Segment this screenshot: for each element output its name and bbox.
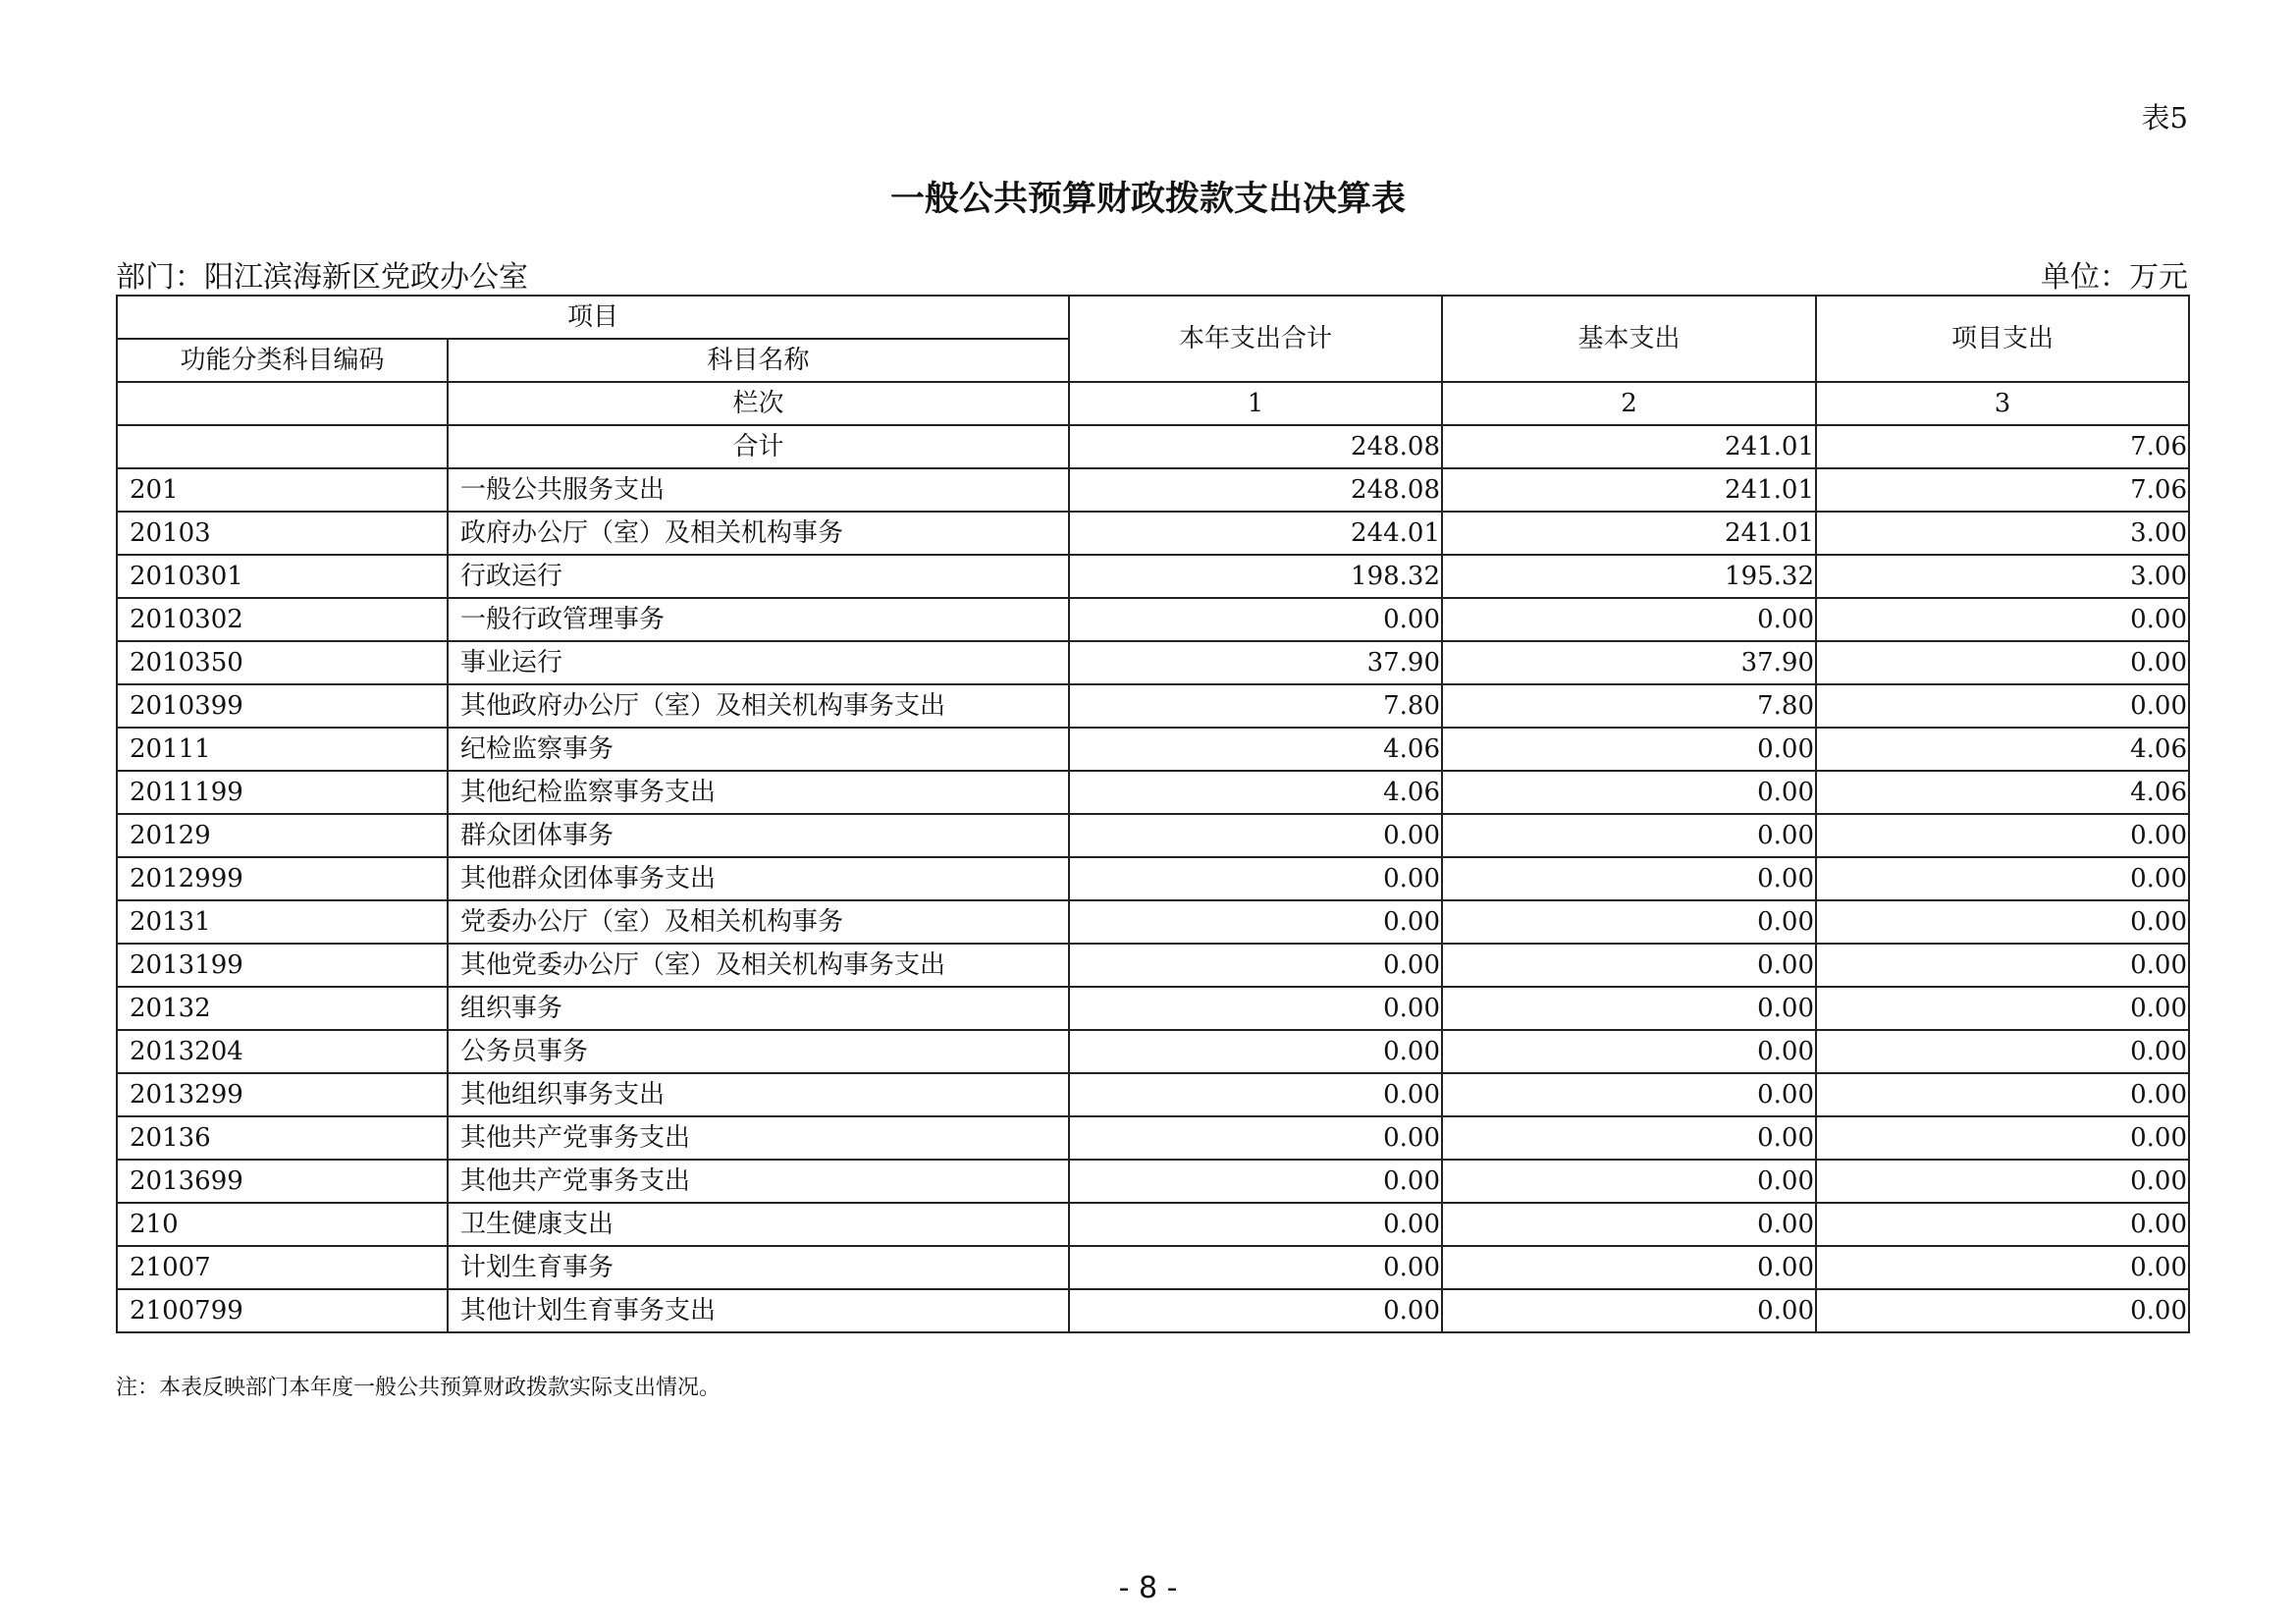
cell-total: 198.32 bbox=[1069, 555, 1442, 598]
cell-code: 2011199 bbox=[117, 771, 448, 814]
header-item: 项目 bbox=[117, 296, 1069, 339]
table-row bbox=[117, 512, 2189, 555]
cell-code: 2013299 bbox=[117, 1073, 448, 1116]
empty-cell bbox=[117, 382, 448, 425]
table-row bbox=[117, 857, 2189, 900]
cell-basic: 0.00 bbox=[1442, 1246, 1816, 1289]
table-row bbox=[117, 944, 2189, 987]
unit-label: 单位：万元 bbox=[2041, 260, 2188, 295]
cell-project: 0.00 bbox=[1816, 987, 2189, 1030]
cell-total: 0.00 bbox=[1069, 1030, 1442, 1073]
table-row bbox=[117, 1116, 2189, 1160]
expenditure-table bbox=[116, 295, 2190, 1333]
cell-name: 计划生育事务 bbox=[448, 1246, 1069, 1289]
cell-project: 3.00 bbox=[1816, 512, 2189, 555]
cell-code: 20131 bbox=[117, 900, 448, 944]
cell-code: 20111 bbox=[117, 728, 448, 771]
table-row bbox=[117, 1030, 2189, 1073]
table-row bbox=[117, 1073, 2189, 1116]
cell-total: 0.00 bbox=[1069, 1203, 1442, 1246]
cell-basic: 0.00 bbox=[1442, 900, 1816, 944]
cell-name: 一般公共服务支出 bbox=[448, 468, 1069, 512]
cell-total: 0.00 bbox=[1069, 1246, 1442, 1289]
cell-total: 7.80 bbox=[1069, 684, 1442, 728]
cell-code: 2013204 bbox=[117, 1030, 448, 1073]
cell-code: 2013199 bbox=[117, 944, 448, 987]
cell-project: 4.06 bbox=[1816, 771, 2189, 814]
page-number: - 8 - bbox=[1118, 1571, 1178, 1605]
table-row bbox=[117, 425, 2189, 468]
cell-project: 0.00 bbox=[1816, 944, 2189, 987]
table-row bbox=[117, 598, 2189, 641]
cell-basic: 0.00 bbox=[1442, 944, 1816, 987]
table-row bbox=[117, 468, 2189, 512]
department-label: 部门：阳江滨海新区党政办公室 bbox=[116, 260, 528, 295]
cell-total: 0.00 bbox=[1069, 1116, 1442, 1160]
cell-basic: 7.80 bbox=[1442, 684, 1816, 728]
header-basic: 基本支出 bbox=[1442, 296, 1816, 382]
header-project: 项目支出 bbox=[1816, 296, 2189, 382]
table-row bbox=[117, 1203, 2189, 1246]
table-row bbox=[117, 684, 2189, 728]
cell-code: 2013699 bbox=[117, 1160, 448, 1203]
cell-total: 0.00 bbox=[1069, 1073, 1442, 1116]
cell-name: 党委办公厅（室）及相关机构事务 bbox=[448, 900, 1069, 944]
cell-basic: 0.00 bbox=[1442, 1073, 1816, 1116]
column-index-row bbox=[117, 382, 2189, 425]
cell-total: 0.00 bbox=[1069, 857, 1442, 900]
cell-basic: 0.00 bbox=[1442, 771, 1816, 814]
cell-project: 7.06 bbox=[1816, 468, 2189, 512]
cell-name: 群众团体事务 bbox=[448, 814, 1069, 857]
cell-basic: 37.90 bbox=[1442, 641, 1816, 684]
cell-name: 合计 bbox=[448, 425, 1069, 468]
cell-project: 0.00 bbox=[1816, 1073, 2189, 1116]
table-row bbox=[117, 555, 2189, 598]
table-row bbox=[117, 1160, 2189, 1203]
cell-project: 0.00 bbox=[1816, 684, 2189, 728]
cell-total: 248.08 bbox=[1069, 468, 1442, 512]
cell-name: 其他计划生育事务支出 bbox=[448, 1289, 1069, 1332]
column-index-1: 1 bbox=[1069, 382, 1442, 425]
cell-code: 20103 bbox=[117, 512, 448, 555]
table-row bbox=[117, 771, 2189, 814]
cell-total: 248.08 bbox=[1069, 425, 1442, 468]
table-row bbox=[117, 1289, 2189, 1332]
cell-total: 0.00 bbox=[1069, 814, 1442, 857]
table-row bbox=[117, 1246, 2189, 1289]
cell-project: 0.00 bbox=[1816, 1203, 2189, 1246]
cell-project: 7.06 bbox=[1816, 425, 2189, 468]
cell-name: 其他共产党事务支出 bbox=[448, 1116, 1069, 1160]
cell-code bbox=[117, 425, 448, 468]
cell-project: 0.00 bbox=[1816, 1289, 2189, 1332]
cell-project: 3.00 bbox=[1816, 555, 2189, 598]
page-title: 一般公共预算财政拨款支出决算表 bbox=[889, 180, 1406, 219]
cell-total: 37.90 bbox=[1069, 641, 1442, 684]
cell-project: 0.00 bbox=[1816, 814, 2189, 857]
cell-code: 2010301 bbox=[117, 555, 448, 598]
cell-total: 0.00 bbox=[1069, 987, 1442, 1030]
cell-total: 0.00 bbox=[1069, 900, 1442, 944]
column-index-label: 栏次 bbox=[448, 382, 1069, 425]
cell-basic: 241.01 bbox=[1442, 425, 1816, 468]
cell-total: 4.06 bbox=[1069, 771, 1442, 814]
cell-code: 21007 bbox=[117, 1246, 448, 1289]
cell-total: 0.00 bbox=[1069, 1160, 1442, 1203]
cell-total: 4.06 bbox=[1069, 728, 1442, 771]
cell-total: 0.00 bbox=[1069, 1289, 1442, 1332]
cell-project: 0.00 bbox=[1816, 1160, 2189, 1203]
cell-name: 政府办公厅（室）及相关机构事务 bbox=[448, 512, 1069, 555]
cell-total: 244.01 bbox=[1069, 512, 1442, 555]
cell-basic: 0.00 bbox=[1442, 1160, 1816, 1203]
cell-basic: 195.32 bbox=[1442, 555, 1816, 598]
cell-project: 0.00 bbox=[1816, 1030, 2189, 1073]
table-row bbox=[117, 814, 2189, 857]
cell-basic: 0.00 bbox=[1442, 598, 1816, 641]
cell-code: 2100799 bbox=[117, 1289, 448, 1332]
column-index-2: 2 bbox=[1442, 382, 1816, 425]
table-row bbox=[117, 728, 2189, 771]
cell-basic: 0.00 bbox=[1442, 728, 1816, 771]
cell-name: 一般行政管理事务 bbox=[448, 598, 1069, 641]
footnote: 注：本表反映部门本年度一般公共预算财政拨款实际支出情况。 bbox=[116, 1376, 721, 1400]
cell-name: 公务员事务 bbox=[448, 1030, 1069, 1073]
cell-basic: 0.00 bbox=[1442, 814, 1816, 857]
table-row bbox=[117, 900, 2189, 944]
cell-name: 其他共产党事务支出 bbox=[448, 1160, 1069, 1203]
cell-total: 0.00 bbox=[1069, 944, 1442, 987]
cell-name: 行政运行 bbox=[448, 555, 1069, 598]
table-row bbox=[117, 641, 2189, 684]
cell-basic: 0.00 bbox=[1442, 1116, 1816, 1160]
cell-code: 2012999 bbox=[117, 857, 448, 900]
cell-code: 2010350 bbox=[117, 641, 448, 684]
cell-name: 卫生健康支出 bbox=[448, 1203, 1069, 1246]
cell-code: 20132 bbox=[117, 987, 448, 1030]
cell-basic: 241.01 bbox=[1442, 512, 1816, 555]
cell-name: 其他纪检监察事务支出 bbox=[448, 771, 1069, 814]
table-row bbox=[117, 987, 2189, 1030]
cell-basic: 241.01 bbox=[1442, 468, 1816, 512]
cell-name: 其他群众团体事务支出 bbox=[448, 857, 1069, 900]
cell-total: 0.00 bbox=[1069, 598, 1442, 641]
cell-basic: 0.00 bbox=[1442, 1289, 1816, 1332]
header-row bbox=[117, 296, 2189, 339]
cell-project: 0.00 bbox=[1816, 857, 2189, 900]
cell-basic: 0.00 bbox=[1442, 1203, 1816, 1246]
cell-project: 0.00 bbox=[1816, 641, 2189, 684]
header-total: 本年支出合计 bbox=[1069, 296, 1442, 382]
cell-name: 其他政府办公厅（室）及相关机构事务支出 bbox=[448, 684, 1069, 728]
cell-code: 2010302 bbox=[117, 598, 448, 641]
cell-name: 其他党委办公厅（室）及相关机构事务支出 bbox=[448, 944, 1069, 987]
cell-name: 事业运行 bbox=[448, 641, 1069, 684]
cell-name: 组织事务 bbox=[448, 987, 1069, 1030]
table-number: 表5 bbox=[2141, 101, 2188, 135]
column-index-3: 3 bbox=[1816, 382, 2189, 425]
cell-name: 纪检监察事务 bbox=[448, 728, 1069, 771]
cell-project: 0.00 bbox=[1816, 1246, 2189, 1289]
header-name: 科目名称 bbox=[448, 339, 1069, 382]
cell-basic: 0.00 bbox=[1442, 857, 1816, 900]
cell-project: 0.00 bbox=[1816, 900, 2189, 944]
cell-code: 2010399 bbox=[117, 684, 448, 728]
cell-code: 210 bbox=[117, 1203, 448, 1246]
cell-code: 20136 bbox=[117, 1116, 448, 1160]
cell-basic: 0.00 bbox=[1442, 1030, 1816, 1073]
cell-project: 0.00 bbox=[1816, 598, 2189, 641]
cell-basic: 0.00 bbox=[1442, 987, 1816, 1030]
cell-project: 0.00 bbox=[1816, 1116, 2189, 1160]
cell-code: 201 bbox=[117, 468, 448, 512]
cell-name: 其他组织事务支出 bbox=[448, 1073, 1069, 1116]
cell-project: 4.06 bbox=[1816, 728, 2189, 771]
cell-code: 20129 bbox=[117, 814, 448, 857]
header-code: 功能分类科目编码 bbox=[117, 339, 448, 382]
